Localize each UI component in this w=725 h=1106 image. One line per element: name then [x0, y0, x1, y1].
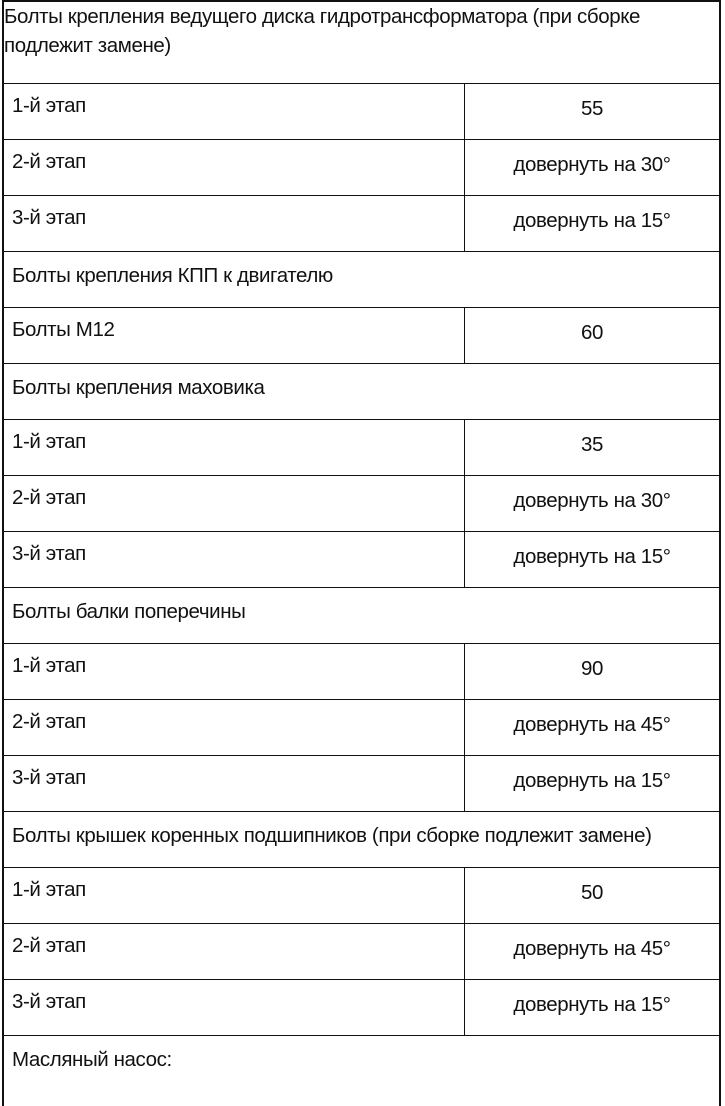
row-label: 3-й этап: [4, 532, 465, 587]
table-row: [2, 476, 721, 532]
row-label: 2-й этап: [4, 924, 465, 979]
row-label: 1-й этап: [4, 84, 465, 139]
row-value: 55: [580, 97, 603, 120]
table-row: [2, 532, 721, 588]
row-label: 3-й этап: [4, 756, 465, 811]
row-label: 1-й этап: [4, 644, 465, 699]
section-header-flywheel: [2, 364, 721, 420]
section-header-converter-drive-plate: [2, 2, 721, 84]
table-row: [2, 140, 721, 196]
table-row: [2, 196, 721, 252]
row-label: 3-й этап: [4, 980, 465, 1035]
row-label: 1-й этап: [4, 868, 465, 923]
row-value: довернуть на 30°: [513, 489, 671, 512]
row-value: довернуть на 15°: [513, 545, 671, 568]
section-title: Болты крепления ведущего диска гидротрансформатора (при сборке подлежит замене): [4, 5, 640, 57]
row-label: 2-й этап: [4, 476, 465, 531]
row-value: довернуть на 30°: [513, 153, 671, 176]
row-value: довернуть на 15°: [513, 993, 671, 1016]
table-row: [2, 924, 721, 980]
row-label: 3-й этап: [4, 196, 465, 251]
section-header-main-bearing-caps: [2, 812, 721, 868]
table-row: [2, 308, 721, 364]
row-value: 50: [580, 881, 603, 904]
row-value: 60: [580, 321, 603, 344]
row-value: 90: [580, 657, 603, 680]
section-title: Болты крепления маховика: [12, 376, 265, 399]
section-title: Болты крышек коренных подшипников (при сборке подлежит замене): [12, 824, 652, 847]
section-title: Болты крепления КПП к двигателю: [12, 264, 333, 287]
row-value: довернуть на 45°: [513, 937, 671, 960]
row-label: 2-й этап: [4, 700, 465, 755]
row-value: 35: [580, 433, 603, 456]
table-row: [2, 420, 721, 476]
section-header-crossmember: [2, 588, 721, 644]
row-value: довернуть на 15°: [513, 209, 671, 232]
row-label: 1-й этап: [4, 420, 465, 475]
row-label: 2-й этап: [4, 140, 465, 195]
section-header-oil-pump: [2, 1036, 721, 1106]
row-value: довернуть на 45°: [513, 713, 671, 736]
table-row: [2, 868, 721, 924]
section-title: Болты балки поперечины: [12, 600, 246, 623]
row-label: Болты М12: [4, 308, 465, 363]
table-row: [2, 84, 721, 140]
section-header-gearbox-to-engine: [2, 252, 721, 308]
torque-table: [2, 0, 721, 1106]
table-row: [2, 700, 721, 756]
table-row: [2, 644, 721, 700]
row-value: довернуть на 15°: [513, 769, 671, 792]
table-row: [2, 980, 721, 1036]
table-row: [2, 756, 721, 812]
section-title: Масляный насос:: [12, 1048, 172, 1071]
